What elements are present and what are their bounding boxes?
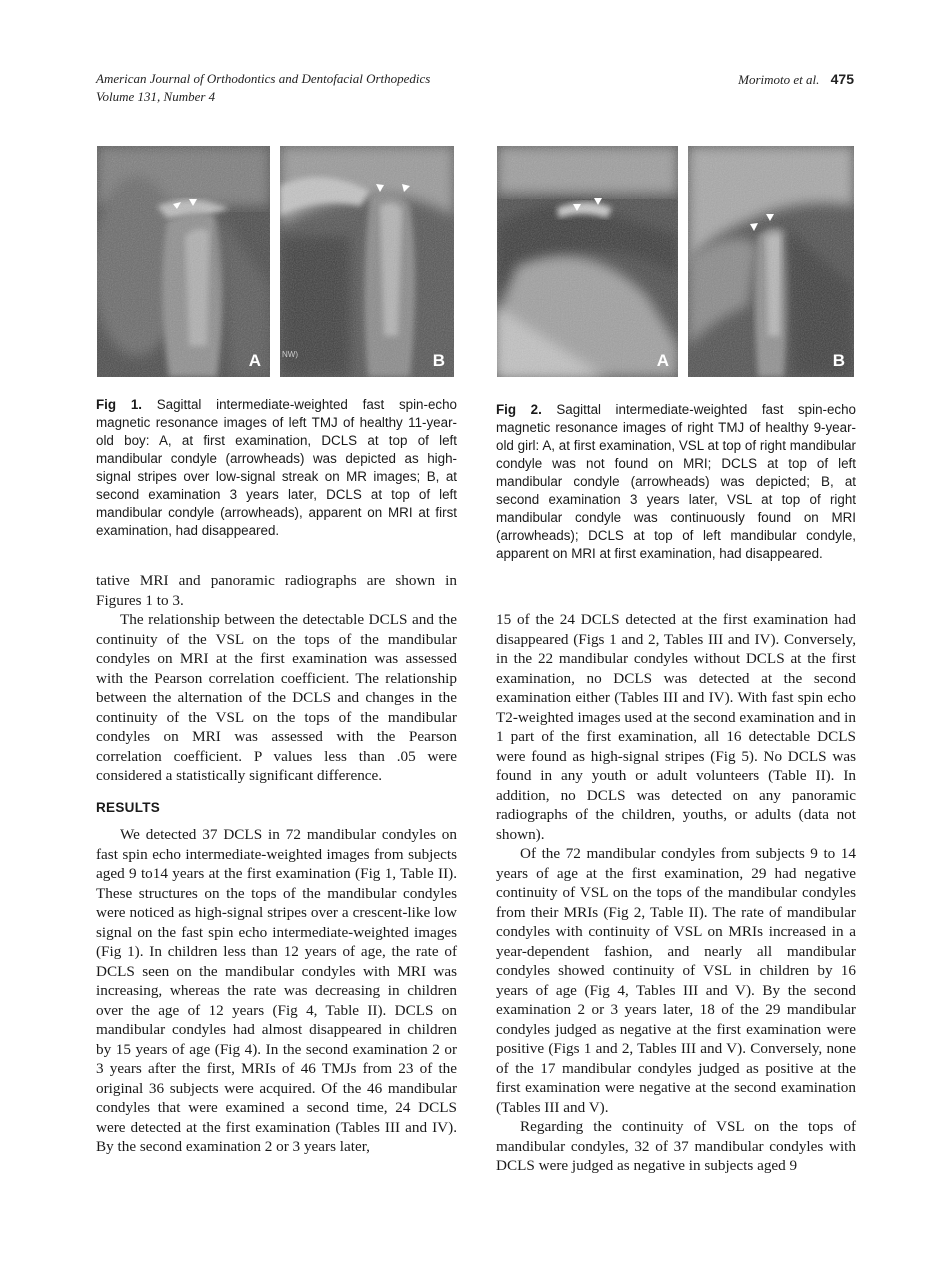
figure1-caption-text: Sagittal intermediate-weighted fast spin-echo magnetic resonance images of left TMJ of healthy 11-year-old boy: A, at first examination, DCLS at top of left mandibular condyle (arrowheads) was depicted as high-signal stripes over low-signal streak on MR images; B, at second examination 3 years later, DCLS at top of left mandibular condyle (arrowheads), apparent on MRI at first examination, had disappeared.: [96, 397, 457, 538]
figure1-panel-b: [280, 146, 454, 377]
paragraph: Of the 72 mandibular condyles from subjects 9 to 14 years of age at the first examination, 29 had negative continuity of VSL on the tops of the mandibular condyles from their MRIs (Fig 2, Table II). The rate of mandibular condyles with continuity of VSL on MRIs increased in a year-dependent fashion, and nearly all mandibular condyles showed continuity of VSL in children by 16 years of age (Fig 4, Tables III and V). By the second examination 2 or 3 years later, 18 of the 29 mandibular condyles judged as negative at the first examination were positive (Figs 1 and 2, Tables III and V). Conversely, none of the 17 mandibular condyles judged as positive at the first examination were negative at the second examination (Tables III and V).: [496, 845, 856, 1116]
figure1-caption-label: Fig 1.: [96, 397, 142, 412]
paragraph: Regarding the continuity of VSL on the tops of mandibular condyles, 32 of 37 mandibular condyles with DCLS were judged as negative in subjects aged 9: [496, 1118, 856, 1174]
running-header-left: [96, 70, 430, 106]
body-column-right: [496, 610, 856, 1176]
journal-name: American Journal of Orthodontics and Dentofacial Orthopedics: [96, 71, 431, 86]
panel-b-scrap-text: NW): [282, 350, 298, 359]
paragraph: The relationship between the detectable DCLS and the continuity of the VSL on the tops of the mandibular condyles on MRI at the first examination was assessed with the Pearson correlation coefficient. The relationship between the alternation of the DCLS and changes in the continuity of the VSL on the tops of the mandibular condyles on MRI was assessed with the Pearson correlation coefficient. P values less than .05 were considered a statistically significant difference.: [96, 611, 457, 784]
paragraph: tative MRI and panoramic radiographs are shown in Figures 1 to 3.: [96, 572, 457, 609]
figure2-caption: [496, 401, 856, 563]
panel-label-a: A: [656, 351, 669, 370]
figure1-panel-a: [97, 146, 270, 377]
body-column-left: [96, 571, 457, 1157]
running-header-right: [738, 70, 854, 89]
figure2-panel-b: [688, 146, 854, 377]
page-number: 475: [830, 71, 854, 87]
figure2-caption-label: Fig 2.: [496, 402, 542, 417]
panel-label-b: B: [432, 351, 445, 370]
author-line: Morimoto et al.: [738, 72, 820, 87]
figure2-caption-text: Sagittal intermediate-weighted fast spin-echo magnetic resonance images of right TMJ of healthy 9-year-old girl: A, at first examination, VSL at top of right mandibular condyle was not found on MRI; DCLS at top of left mandibular condyle (arrowheads) was depicted; B, at second examination 3 years later, VSL at top of right mandibular condyle was continuously found on MRI (arrowheads); DCLS at top of left mandibular condyle, apparent on MRI at first examination, had disappeared.: [496, 402, 857, 561]
figure1-caption: [96, 396, 457, 540]
paragraph: We detected 37 DCLS in 72 mandibular condyles on fast spin echo intermediate-weighted images from subjects aged 9 to14 years at the first examination (Fig 1, Table II). These structures on the tops of the mandibular condyles were noticed as high-signal stripes over a crescent-like low signal on the fast spin echo intermediate-weighted images (Fig 1). In children less than 12 years of age, the rate of DCLS seen on the mandibular condyles with MRI was increasing, whereas the rate was decreasing in children over the age of 12 years (Fig 4, Table II). DCLS on mandibular condyles had almost disappeared in children by 15 years of age (Fig 4). In the second examination 2 or 3 years after the first, MRIs of 46 TMJs from 23 of the original 36 subjects were acquired. Of the 46 mandibular condyles that were examined a second time, 24 DCLS were detected at the first examination (Tables III and IV). By the second examination 2 or 3 years later,: [96, 826, 457, 1155]
paragraph: 15 of the 24 DCLS detected at the first examination had disappeared (Figs 1 and 2, Tables III and IV). Conversely, in the 22 mandibular condyles without DCLS at the first examination, no DCLS was detected at the second examination either (Tables III and IV). With fast spin echo T2-weighted images used at the second examination and in 1 part of the first examination, all 16 detectable DCLS were found as high-signal stripes (Fig 5). No DCLS was found in any youth or adult volunteers (Table II). In addition, no DCLS was detected on any panoramic radiographs of the children, youths, or adults (data not shown).: [496, 611, 856, 843]
figure2-panel-a: [497, 146, 678, 377]
journal-volume: Volume 131, Number 4: [96, 89, 216, 104]
panel-label-a: A: [248, 351, 261, 370]
panel-label-b: B: [832, 351, 845, 370]
section-heading: RESULTS: [96, 799, 161, 815]
